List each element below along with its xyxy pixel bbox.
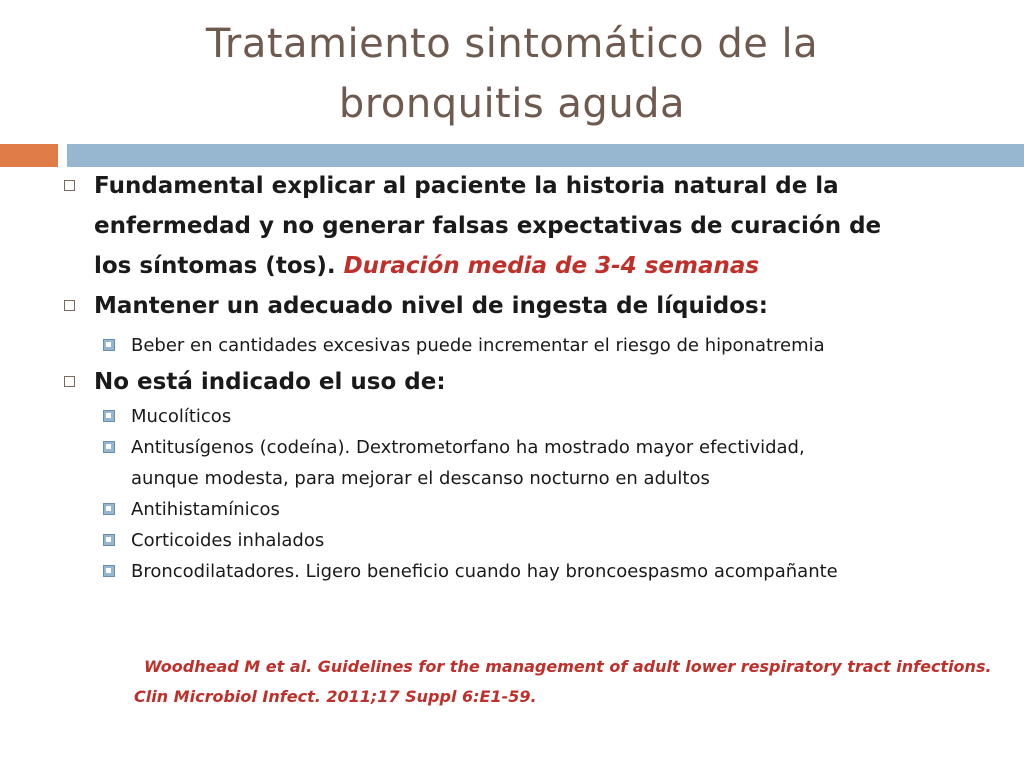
filled-square-bullet-icon (103, 565, 115, 577)
bullet-fluid-intake (94, 286, 954, 326)
subbullet-bronchodilators (131, 556, 991, 587)
subbullet-text: Broncodilatadores. Ligero beneficio cuando hay broncoespasmo acompañante (131, 561, 838, 582)
filled-square-bullet-icon (103, 410, 115, 422)
subbullet-hyponatremia (131, 330, 991, 361)
square-bullet-icon (64, 376, 75, 387)
bullet-line: Fundamental explicar al paciente la historia natural de la (94, 173, 839, 199)
subbullet-text: aunque modesta, para mejorar el descanso nocturno en adultos (131, 468, 710, 489)
duration-highlight: Duración media de 3-4 semanas (343, 253, 760, 279)
subbullet-text: Beber en cantidades excesivas puede incrementar el riesgo de hiponatremia (131, 335, 825, 356)
subbullet-text: Antihistamínicos (131, 499, 280, 520)
filled-square-bullet-icon (103, 503, 115, 515)
bullet-text: Mantener un adecuado nivel de ingesta de líquidos: (94, 293, 768, 319)
subbullet-text: Antitusígenos (codeína). Dextrometorfano ha mostrado mayor efectividad, (131, 437, 805, 458)
bullet-bold-term: tos (275, 253, 317, 279)
bullet-explain-natural-history (94, 166, 954, 286)
subbullet-text: Mucolíticos (131, 406, 232, 427)
square-bullet-icon (64, 180, 75, 191)
filled-square-bullet-icon (103, 534, 115, 546)
title-line-2: bronquitis aguda (338, 81, 686, 127)
bullet-text: los síntomas ( (94, 253, 276, 279)
subbullet-antihistamines (131, 494, 991, 525)
bullet-line (94, 246, 954, 286)
bullet-text: No está indicado el uso de: (94, 369, 446, 395)
subbullet-text: Corticoides inhalados (131, 530, 325, 551)
filled-square-bullet-icon (103, 441, 115, 453)
square-bullet-icon (64, 300, 75, 311)
citation-line-2: Clin Microbiol Infect. 2011;17 Suppl 6:E1-59. (134, 687, 537, 706)
title-line-1: Tratamiento sintomático de la (205, 21, 819, 67)
bullet-not-indicated (94, 362, 954, 402)
citation-line-1: Woodhead M et al. Guidelines for the management of adult lower respiratory tract infections. (144, 657, 992, 676)
bullet-text: ). (316, 253, 344, 279)
subbullet-mucolytics (131, 401, 991, 432)
filled-square-bullet-icon (103, 339, 115, 351)
subbullet-antitussives (131, 432, 991, 494)
citation-reference (134, 652, 994, 712)
bullet-line: enfermedad y no generar falsas expectativas de curación de (94, 213, 882, 239)
subbullet-inhaled-corticosteroids (131, 525, 991, 556)
